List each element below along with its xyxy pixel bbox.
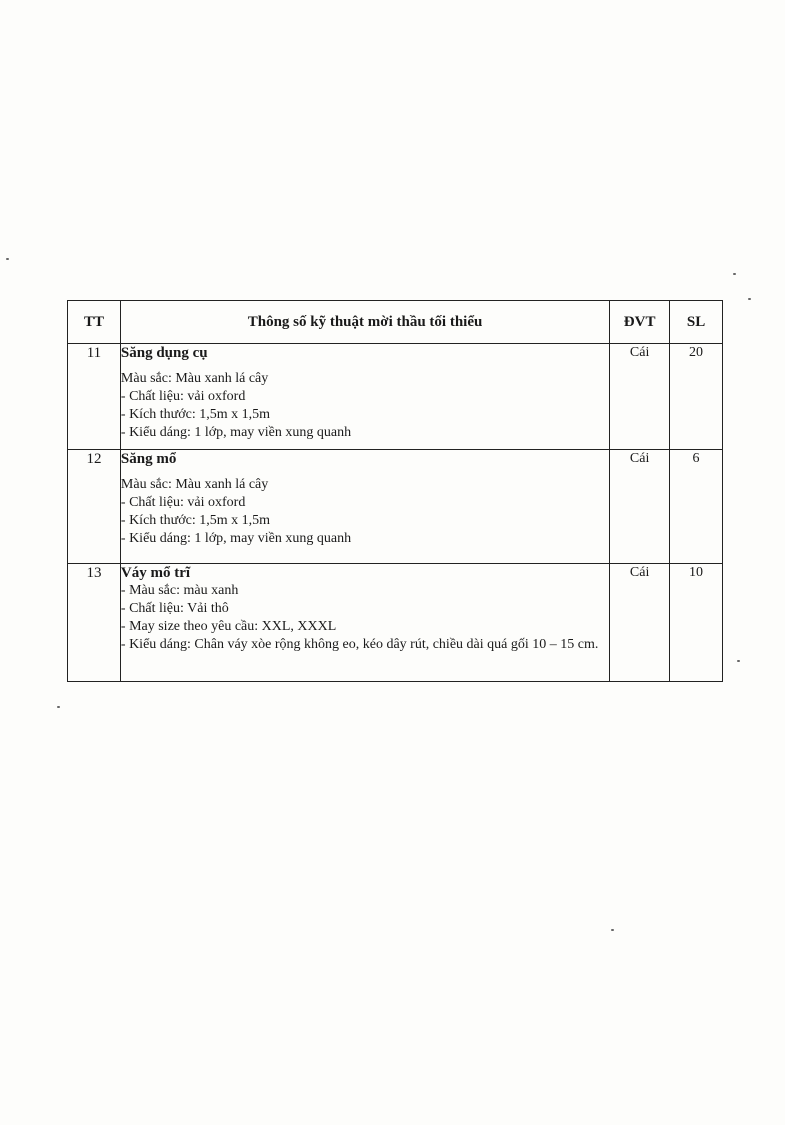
spec-line: - Màu sắc: màu xanh	[120, 583, 239, 598]
table-row	[68, 564, 723, 682]
header-spec: Thông số kỹ thuật mời thầu tối thiểu	[120, 301, 609, 344]
header-tt: TT	[68, 301, 121, 344]
row-number: 11	[68, 344, 121, 450]
item-title: Váy mổ trĩ	[120, 565, 191, 581]
row-number: 13	[68, 564, 121, 682]
spec-line: - Chất liệu: vải oxford	[120, 389, 246, 404]
scan-speck	[611, 929, 614, 931]
spec-cell	[120, 450, 609, 564]
spec-cell	[120, 344, 609, 450]
spec-line: Màu sắc: Màu xanh lá cây	[120, 477, 269, 492]
unit-cell: Cái	[610, 344, 670, 450]
quantity-cell: 6	[670, 450, 723, 564]
quantity-cell: 20	[670, 344, 723, 450]
spec-line: - May size theo yêu cầu: XXL, XXXL	[120, 619, 337, 634]
table-row	[68, 344, 723, 450]
scan-speck	[737, 660, 740, 662]
scan-speck	[57, 706, 60, 708]
scan-speck	[733, 273, 736, 275]
spec-line: - Kiểu dáng: 1 lớp, may viền xung quanh	[120, 425, 352, 440]
spec-line: - Chất liệu: Vải thô	[120, 601, 229, 616]
header-unit: ĐVT	[610, 301, 670, 344]
scan-speck	[748, 298, 751, 300]
item-title: Săng dụng cụ	[120, 345, 208, 361]
item-title: Săng mổ	[120, 451, 177, 467]
header-qty: SL	[670, 301, 723, 344]
table-header-row	[68, 301, 723, 344]
spec-line: - Kiểu dáng: 1 lớp, may viền xung quanh	[120, 531, 352, 546]
spec-line: - Chất liệu: vải oxford	[120, 495, 246, 510]
spec-line: - Kiểu dáng: Chân váy xòe rộng không eo, kéo dây rút, chiều dài quá gối 10 – 15 cm.	[120, 637, 599, 652]
spec-line: Màu sắc: Màu xanh lá cây	[120, 371, 269, 386]
spec-cell	[120, 564, 609, 682]
table-row	[68, 450, 723, 564]
spec-line: - Kích thước: 1,5m x 1,5m	[120, 513, 271, 528]
unit-cell: Cái	[610, 450, 670, 564]
quantity-cell: 10	[670, 564, 723, 682]
scan-speck	[6, 258, 9, 260]
spec-line: - Kích thước: 1,5m x 1,5m	[120, 407, 271, 422]
specification-table	[67, 300, 723, 682]
unit-cell: Cái	[610, 564, 670, 682]
row-number: 12	[68, 450, 121, 564]
